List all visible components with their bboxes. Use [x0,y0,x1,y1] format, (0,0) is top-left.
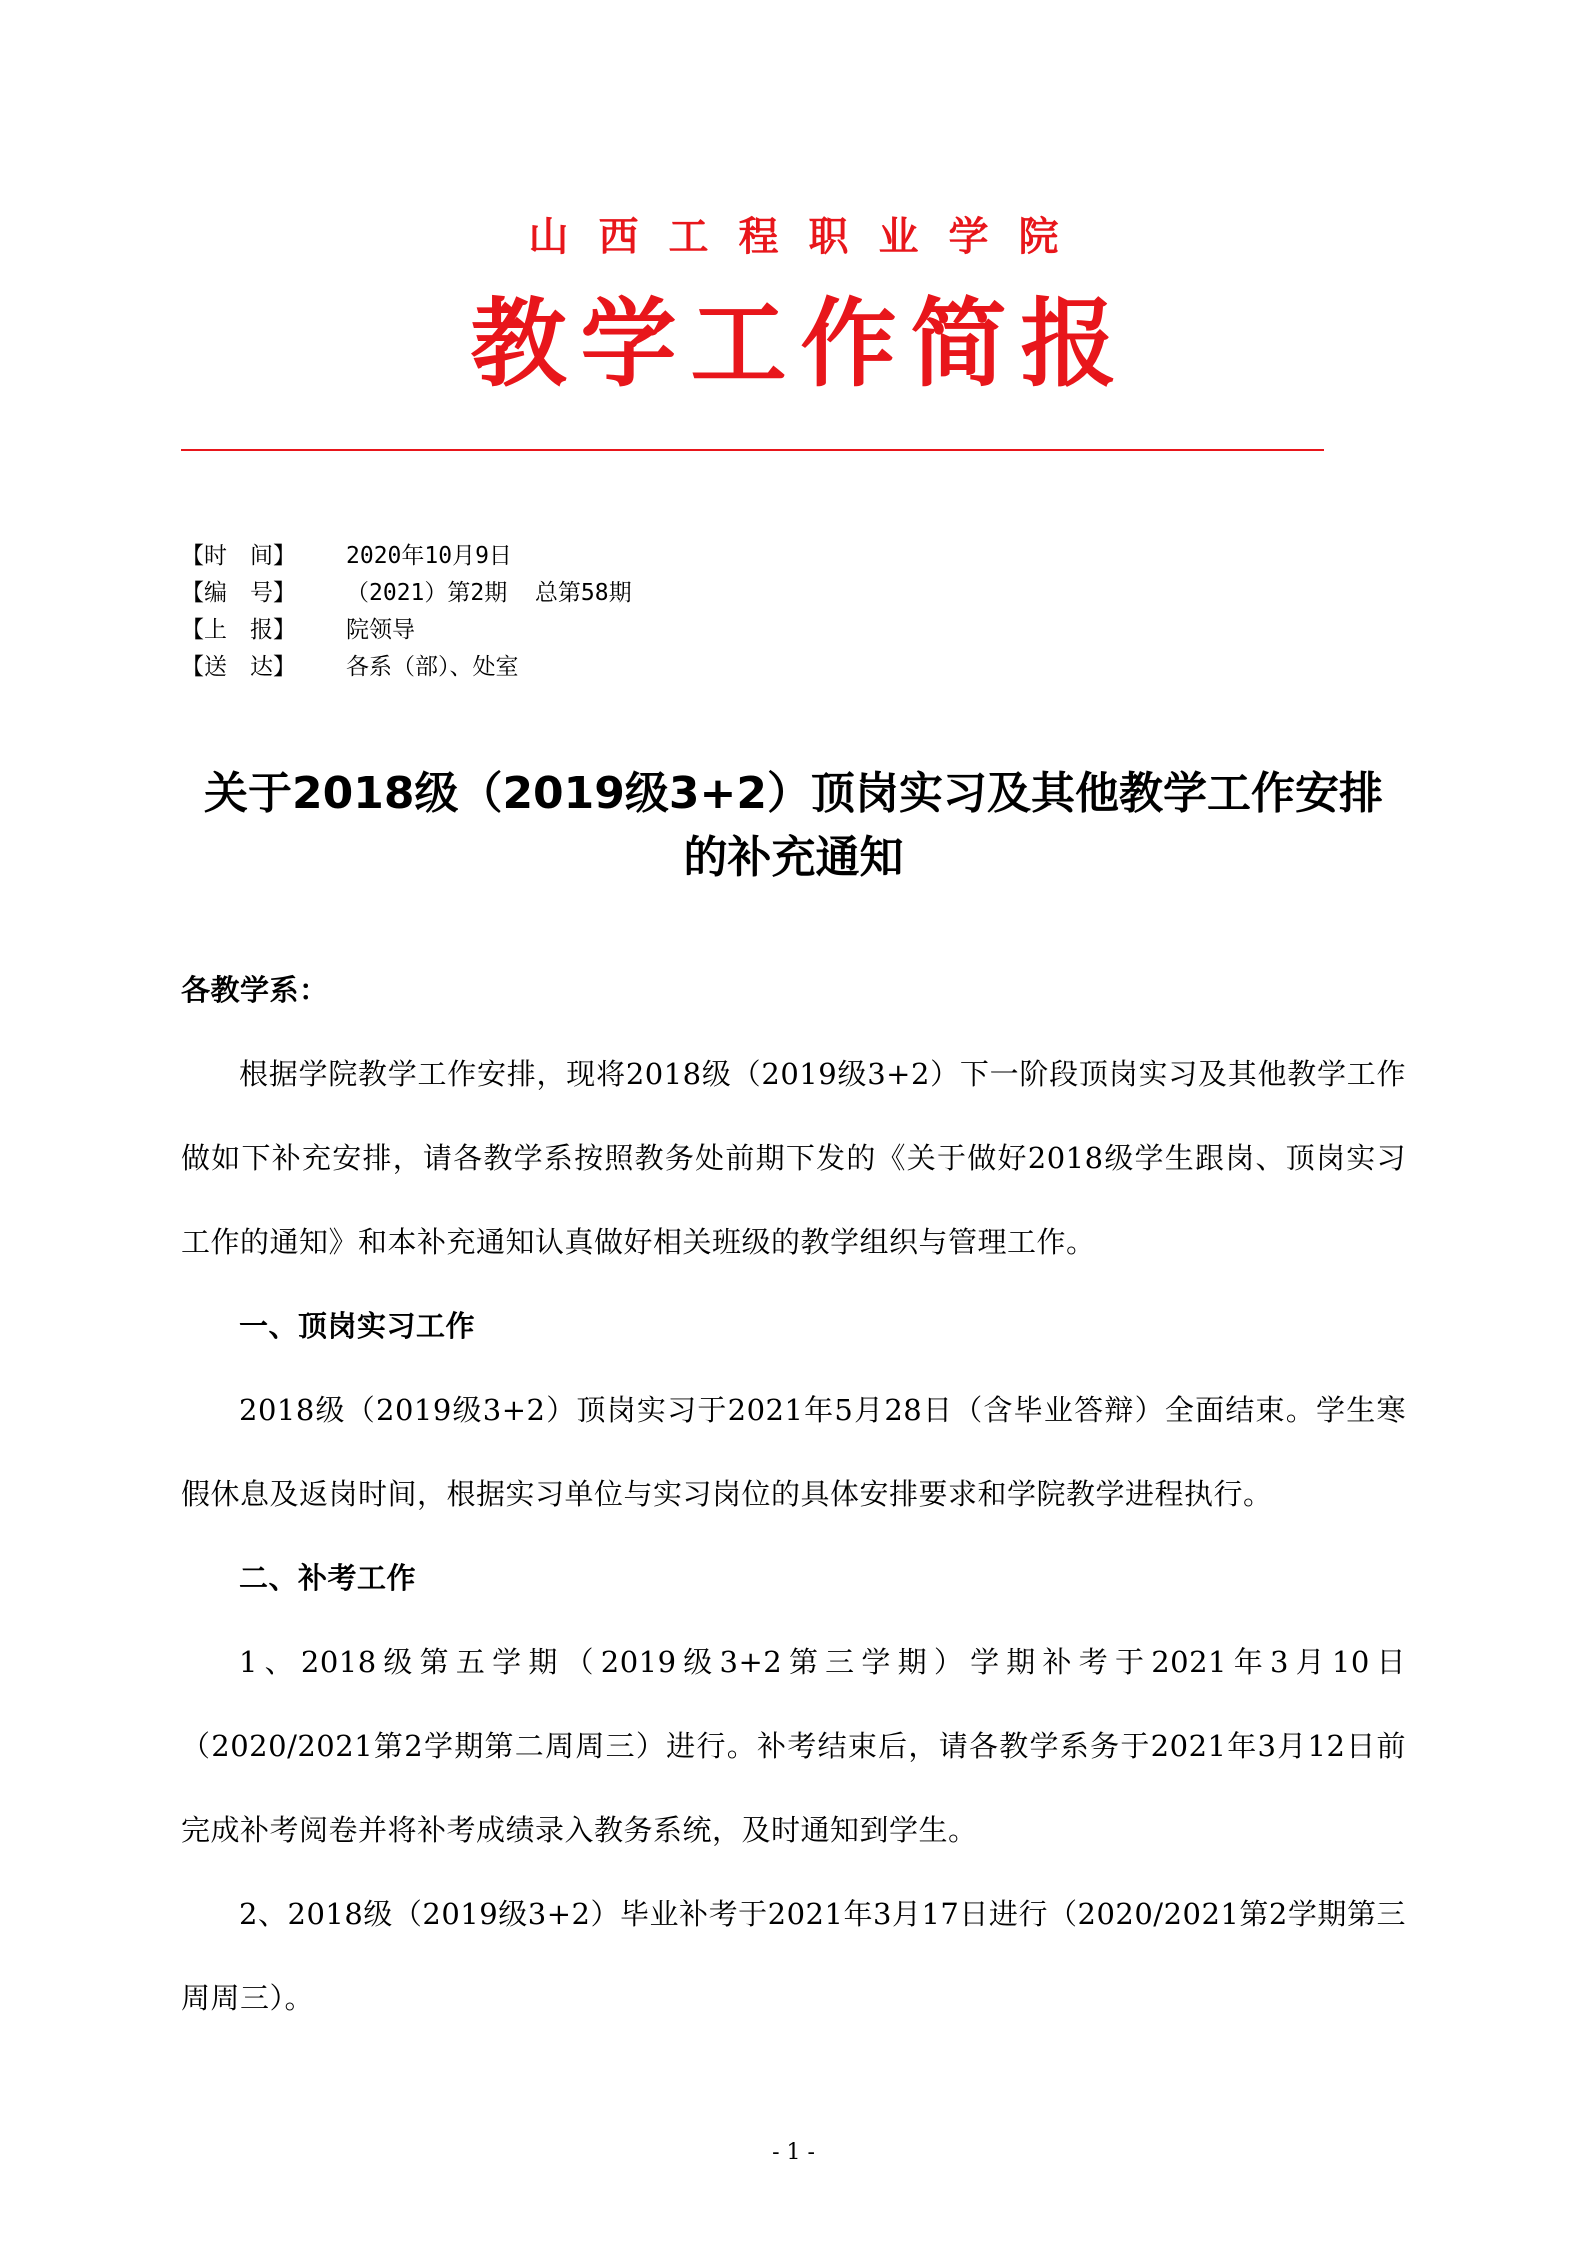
intro-paragraph: 根据学院教学工作安排，现将2018级（2019级3+2）下一阶段顶岗实习及其他教学工作做如下补充安排，请各教学系按照教务处前期下发的《关于做好2018级学生跟岗、顶岗实习工作的通知》和本补充通知认真做好相关班级的教学组织与管理工作。 [181,1057,1406,1259]
meta-row-deliver-to [181,649,632,686]
internship-paragraph: 2018级（2019级3+2）顶岗实习于2021年5月28日（含毕业答辩）全面结束。学生寒假休息及返岗时间，根据实习单位与实习岗位的具体安排要求和学院教学进程执行。 [181,1393,1406,1511]
salutation: 各教学系： [181,973,329,1007]
meta-row-time [181,538,632,575]
bulletin-masthead: 教学工作简报 [470,287,1131,400]
makeup-exam-item-1: 1、2018级第五学期（2019级3+2第三学期）学期补考于2021年3月10日（2020/2021第2学期第二周周三）进行。补考结束后，请各教学系务于2021年3月12日前完成补考阅卷并将补考成绩录入教务系统，及时通知到学生。 [181,1645,1406,1847]
section-heading-internship: 一、顶岗实习工作 [239,1309,476,1343]
notice-title-line-1: 关于2018级（2019级3+2）顶岗实习及其他教学工作安排 [203,768,1384,819]
page-number: - 1 - [772,2140,815,2165]
section-heading-makeup-exam: 二、补考工作 [239,1561,417,1595]
meta-value: 2020年10月9日 [346,543,512,569]
meta-row-report-to [181,612,632,649]
meta-label: 【编 号】 [181,580,296,606]
meta-value: 各系（部）、处室 [346,654,519,680]
meta-value: 院领导 [346,617,415,643]
makeup-exam-item-2: 2、2018级（2019级3+2）毕业补考于2021年3月17日进行（2020/2021第2学期第三周周三）。 [181,1897,1406,2015]
meta-label: 【时 间】 [181,543,296,569]
bulletin-metadata [181,538,632,686]
meta-label: 【送 达】 [181,654,296,680]
meta-value: （2021）第2期 总第58期 [346,580,632,606]
notice-title-line-2: 的补充通知 [683,832,904,883]
masthead-divider [181,449,1324,451]
institution-name: 山西工程职业学院 [528,213,1089,260]
notice-body [181,948,1406,2040]
meta-label: 【上 报】 [181,617,296,643]
notice-title [181,762,1406,890]
meta-row-number [181,575,632,612]
